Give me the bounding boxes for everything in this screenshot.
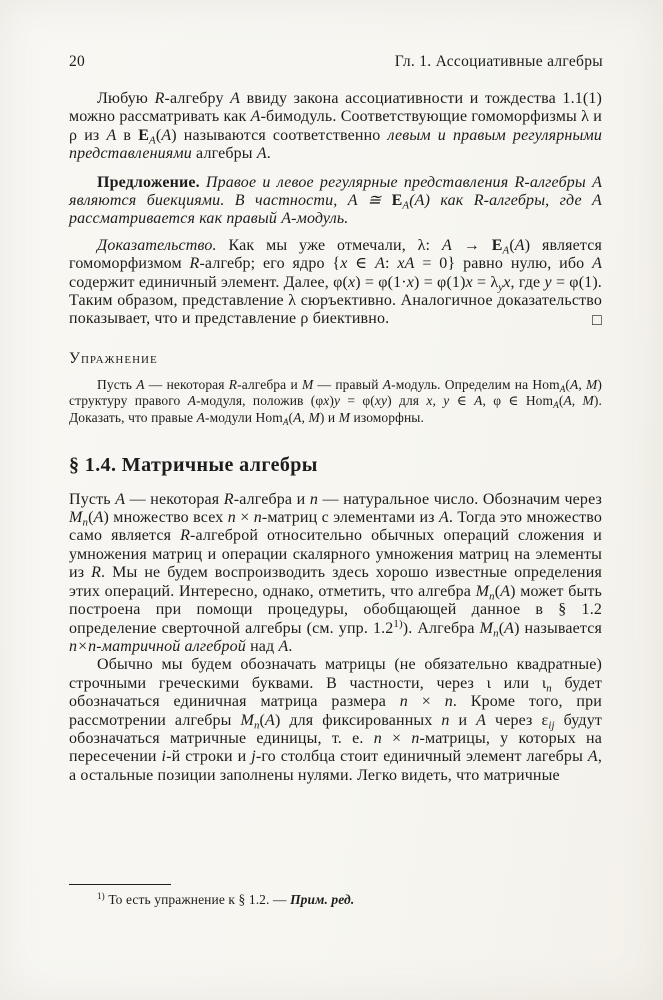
footnote-area [69,884,602,909]
page-body [69,90,602,785]
footnote-rule [69,884,171,885]
running-head: Гл. 1. Ассоциативные алгебры [394,53,603,70]
footnote-text: $^{1)}$ То есть упражнение к § 1.2. — Прим. ред. [97,890,355,907]
paragraph-matrix-1: Пусть A — некоторая R-алгебра и n — натуральное число. Обозначим через $M_n(A)$ множество всех n × n-матриц с элементами из A. Тогда это множество само является R-алгеброй относительно обычных операций сложения и умножения матриц и операции скалярного умножения матриц на элементы из R. Мы не будем воспроизводить здесь хорошо известные определения этих операций. Интересно, однако, отметить, что алгебра $M_n(A)$ может быть построена при помощи процедуры, обобщающей данное в § 1.2 определение сверточной алгебры (см. упр. 1.2$^{1)}$). Алгебра $M_n(A)$ называется n×n-матричной алгеброй над A. [69,490,603,655]
proposition-paragraph: Предложение. Правое и левое регулярные представления R-алгебры A являются биекциями. В частности, A ≅ $E_A(A)$ как R-алгебры, где A рассматривается как правый A-модуль. [69,173,602,228]
exercise-heading: Упражнение [69,349,158,367]
page-number: 20 [69,53,86,70]
proof-paragraph: Доказательство. Как мы уже отмечали, λ: $A \to E_A(A)$ является гомоморфизмом R-алгебр; его ядро {x ∈ A: xA = 0} равно нулю, ибо A содержит единичный элемент. Далее, $\varphi(x) = \varphi(1\cdot x) = \varphi(1)x = \lambda_yx$, где y = φ(1). Таким образом, представление λ сюръективно. Аналогичное доказательство показывает, что и представление ρ биективно. □ [69,236,603,330]
section-heading: § 1.4. Матричные алгебры [69,453,318,476]
page-header [69,53,603,71]
paragraph-matrix-2: Обычно мы будем обозначать матрицы (не обязательно квадратные) строчными греческими буквами. В частности, через ι или $\iota_n$ будет обозначаться единичная матрица размера n × n. Кроме того, при рассмотрении алгебры $M_n(A)$ для фиксированных n и A через $\varepsilon_{ij}$ будут обозначаться матричные единицы, т. е. n × n-матрицы, у которых на пересечении i-й строки и j-го столбца стоит единичный элемент лагебры A, а остальные позиции заполнены нулями. Легко видеть, что матричные [69,656,603,784]
paragraph-intro: Любую R-алгебру A ввиду закона ассоциативности и тождества 1.1(1) можно рассматривать как A-бимодуль. Соответствующие гомоморфизмы λ и ρ из A в $E_A(A)$ называются соответственно левым и правым регулярными представлениями алгебры A. [69,90,602,163]
exercise-body: Пусть A — некоторая R-алгебра и M — правый A-модуль. Определим на Hom$_A$(A, M) структуру правого A-модуля, положив (φx)y = φ(xy) для x, y ∈ A, φ ∈ Hom$_A$(A, M). Доказать, что правые A-модули Hom$_A$(A, M) и M изоморфны. [69,376,602,427]
